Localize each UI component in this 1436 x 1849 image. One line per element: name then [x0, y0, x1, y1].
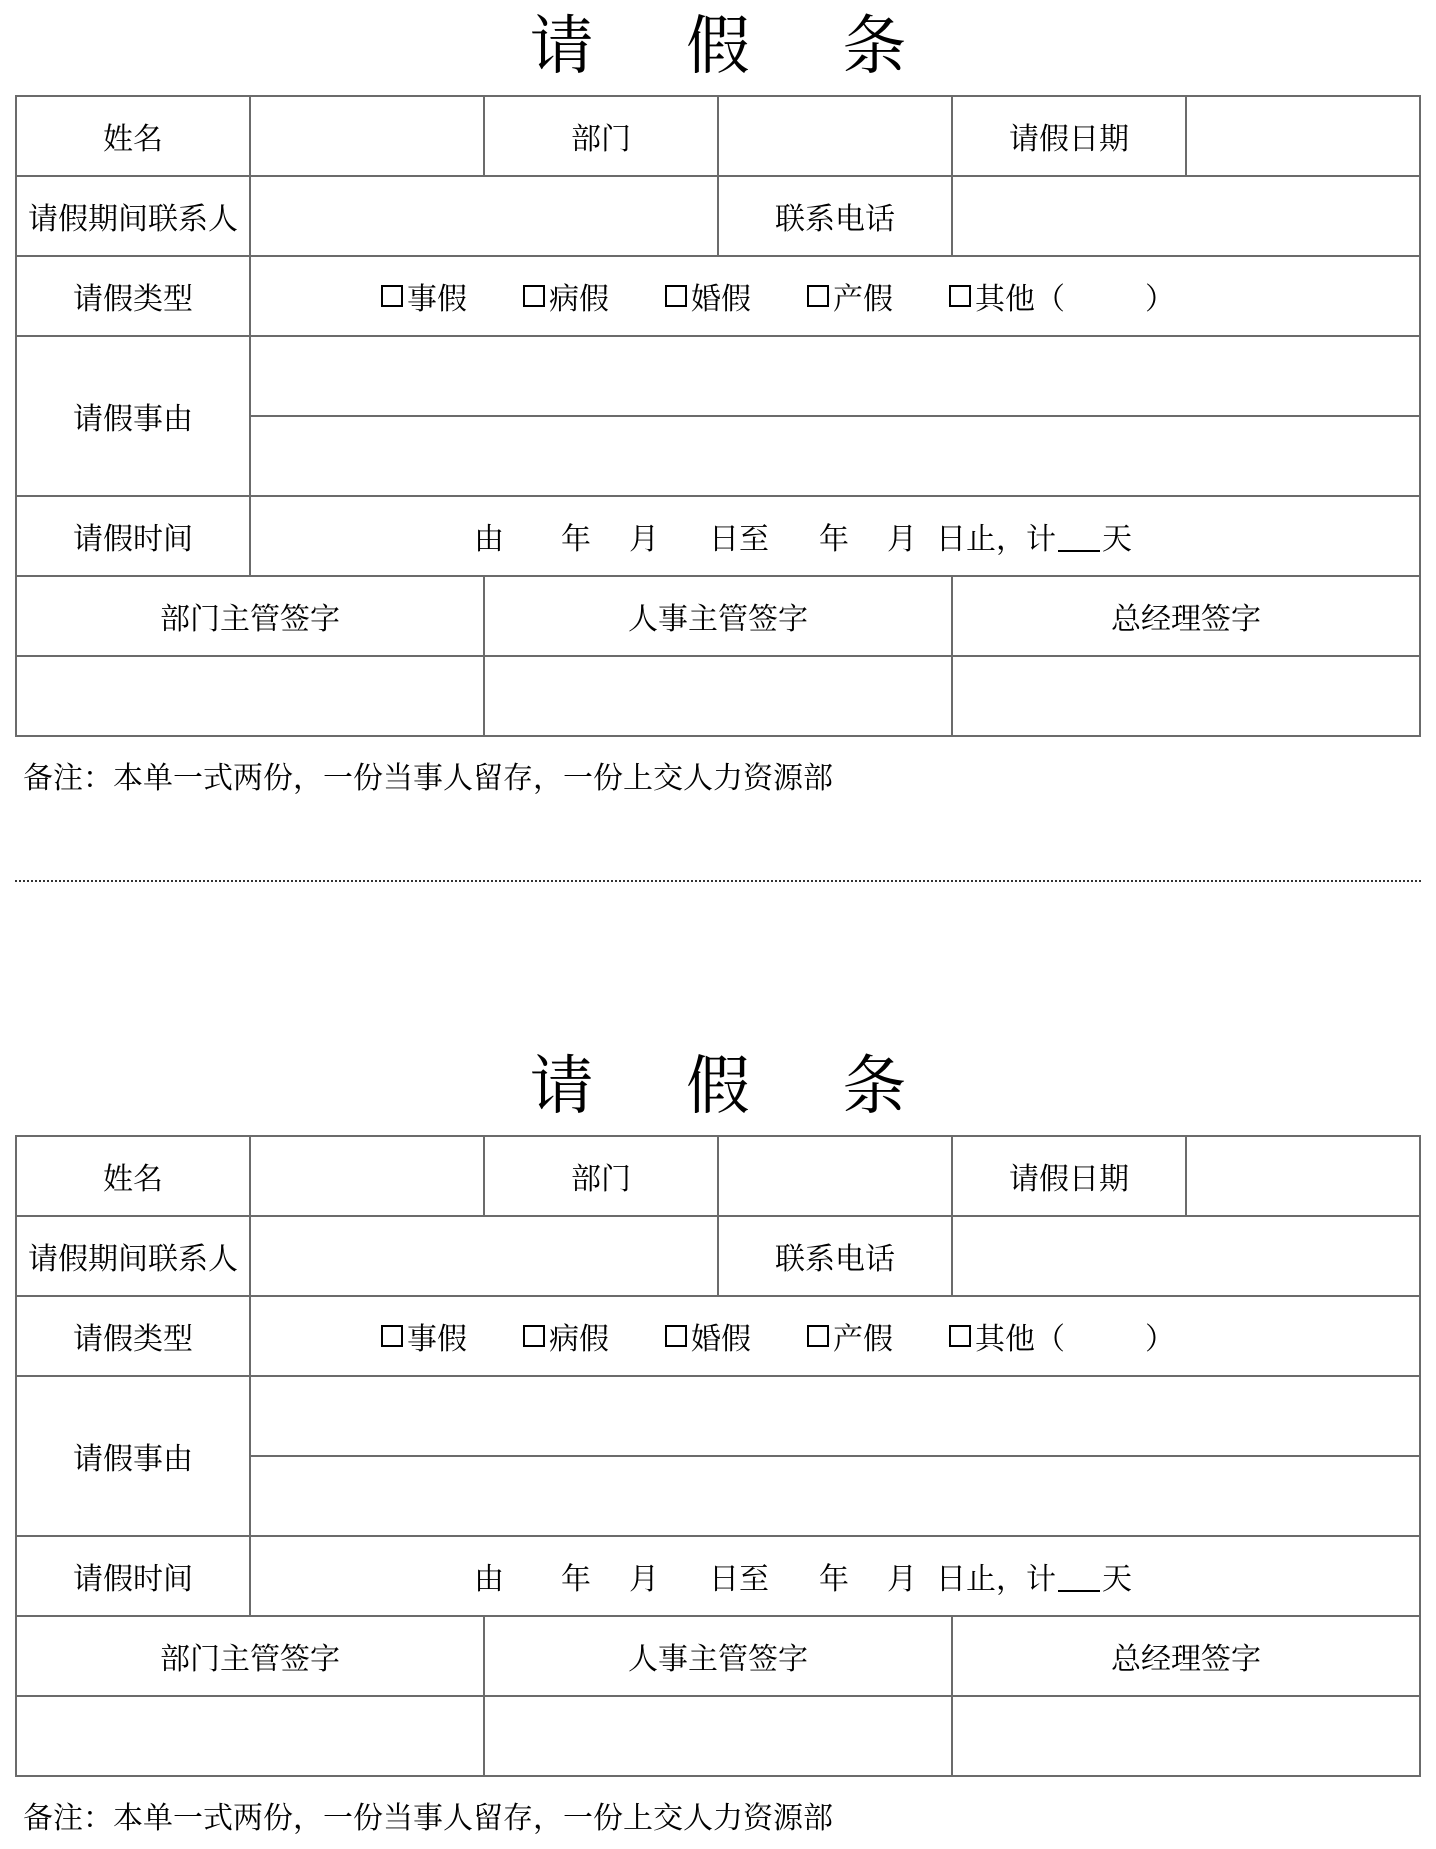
leave-date-field[interactable] [1186, 96, 1420, 176]
time-day-end: 日止，计 [936, 522, 1056, 557]
time-month-2: 月 [887, 522, 917, 557]
contact-person-field[interactable] [250, 1216, 718, 1296]
type-sick-label: 病假 [549, 282, 609, 317]
time-from: 由 [474, 1562, 504, 1597]
reason-label: 请假事由 [16, 336, 250, 496]
reason-line-1[interactable] [250, 1376, 1420, 1456]
name-field[interactable] [250, 96, 484, 176]
time-year-1: 年 [561, 1562, 591, 1597]
type-marriage-label: 婚假 [691, 282, 751, 317]
days-blank[interactable] [1058, 1560, 1100, 1592]
leave-form-bottom [15, 1040, 1421, 1839]
contact-person-label: 请假期间联系人 [16, 176, 250, 256]
leave-time-label: 请假时间 [16, 496, 250, 576]
leave-time-field[interactable] [250, 1536, 1420, 1616]
leave-type-options [250, 256, 1420, 336]
leave-table [15, 1135, 1421, 1777]
dept-sign-field[interactable] [16, 1696, 484, 1776]
department-field[interactable] [718, 1136, 952, 1216]
reason-line-2[interactable] [250, 416, 1420, 496]
hr-sign-field[interactable] [484, 1696, 952, 1776]
dept-sign-label: 部门主管签字 [16, 1616, 484, 1696]
type-marriage-label: 婚假 [691, 1322, 751, 1357]
phone-field[interactable] [952, 176, 1420, 256]
department-label: 部门 [484, 1136, 718, 1216]
checkbox-icon[interactable] [523, 285, 545, 307]
type-other-close: ） [1145, 1322, 1175, 1357]
leave-type-label: 请假类型 [16, 256, 250, 336]
phone-label: 联系电话 [718, 176, 952, 256]
gm-sign-field[interactable] [952, 656, 1420, 736]
type-other-close: ） [1145, 282, 1175, 317]
department-field[interactable] [718, 96, 952, 176]
name-label: 姓名 [16, 96, 250, 176]
gm-sign-label: 总经理签字 [952, 1616, 1420, 1696]
type-personal-label: 事假 [407, 282, 467, 317]
contact-person-field[interactable] [250, 176, 718, 256]
dept-sign-label: 部门主管签字 [16, 576, 484, 656]
time-year-1: 年 [561, 522, 591, 557]
phone-label: 联系电话 [718, 1216, 952, 1296]
form-title: 请 假 条 [529, 10, 943, 84]
hr-sign-field[interactable] [484, 656, 952, 736]
gm-sign-label: 总经理签字 [952, 576, 1420, 656]
gm-sign-field[interactable] [952, 1696, 1420, 1776]
leave-type-label: 请假类型 [16, 1296, 250, 1376]
time-days: 天 [1102, 1562, 1132, 1597]
days-blank[interactable] [1058, 520, 1100, 552]
reason-label: 请假事由 [16, 1376, 250, 1536]
checkbox-icon[interactable] [665, 285, 687, 307]
type-maternity-option[interactable] [807, 1314, 893, 1358]
type-maternity-label: 产假 [833, 282, 893, 317]
time-day-end: 日止，计 [936, 1562, 1056, 1597]
leave-date-label: 请假日期 [952, 96, 1186, 176]
type-personal-option[interactable] [381, 274, 467, 318]
reason-line-1[interactable] [250, 336, 1420, 416]
leave-date-label: 请假日期 [952, 1136, 1186, 1216]
type-marriage-option[interactable] [665, 274, 751, 318]
contact-person-label: 请假期间联系人 [16, 1216, 250, 1296]
hr-sign-label: 人事主管签字 [484, 1616, 952, 1696]
type-other-label: 其他（ [975, 1322, 1065, 1357]
name-field[interactable] [250, 1136, 484, 1216]
cut-line-divider [15, 880, 1421, 882]
reason-line-2[interactable] [250, 1456, 1420, 1536]
form-note: 备注：本单一式两份，一份当事人留存，一份上交人力资源部 [23, 1801, 833, 1836]
time-day-to: 日至 [709, 1562, 769, 1597]
form-title: 请 假 条 [529, 1050, 943, 1124]
department-label: 部门 [484, 96, 718, 176]
time-days: 天 [1102, 522, 1132, 557]
form-note: 备注：本单一式两份，一份当事人留存，一份上交人力资源部 [23, 761, 833, 796]
time-year-2: 年 [819, 522, 849, 557]
type-sick-option[interactable] [523, 1314, 609, 1358]
checkbox-icon[interactable] [523, 1325, 545, 1347]
checkbox-icon[interactable] [381, 1325, 403, 1347]
type-sick-label: 病假 [549, 1322, 609, 1357]
time-from: 由 [474, 522, 504, 557]
checkbox-icon[interactable] [807, 285, 829, 307]
leave-time-field[interactable] [250, 496, 1420, 576]
leave-form-top [15, 0, 1421, 799]
time-month-2: 月 [887, 1562, 917, 1597]
type-maternity-label: 产假 [833, 1322, 893, 1357]
leave-type-options [250, 1296, 1420, 1376]
leave-date-field[interactable] [1186, 1136, 1420, 1216]
phone-field[interactable] [952, 1216, 1420, 1296]
checkbox-icon[interactable] [381, 285, 403, 307]
type-other-option[interactable] [949, 1314, 1175, 1358]
type-marriage-option[interactable] [665, 1314, 751, 1358]
dept-sign-field[interactable] [16, 656, 484, 736]
leave-time-label: 请假时间 [16, 1536, 250, 1616]
time-year-2: 年 [819, 1562, 849, 1597]
leave-table [15, 95, 1421, 737]
time-day-to: 日至 [709, 522, 769, 557]
type-personal-option[interactable] [381, 1314, 467, 1358]
checkbox-icon[interactable] [949, 1325, 971, 1347]
checkbox-icon[interactable] [807, 1325, 829, 1347]
type-other-label: 其他（ [975, 282, 1065, 317]
time-month-1: 月 [629, 1562, 659, 1597]
name-label: 姓名 [16, 1136, 250, 1216]
checkbox-icon[interactable] [949, 285, 971, 307]
time-month-1: 月 [629, 522, 659, 557]
type-personal-label: 事假 [407, 1322, 467, 1357]
checkbox-icon[interactable] [665, 1325, 687, 1347]
hr-sign-label: 人事主管签字 [484, 576, 952, 656]
type-other-option[interactable] [949, 274, 1175, 318]
type-sick-option[interactable] [523, 274, 609, 318]
type-maternity-option[interactable] [807, 274, 893, 318]
